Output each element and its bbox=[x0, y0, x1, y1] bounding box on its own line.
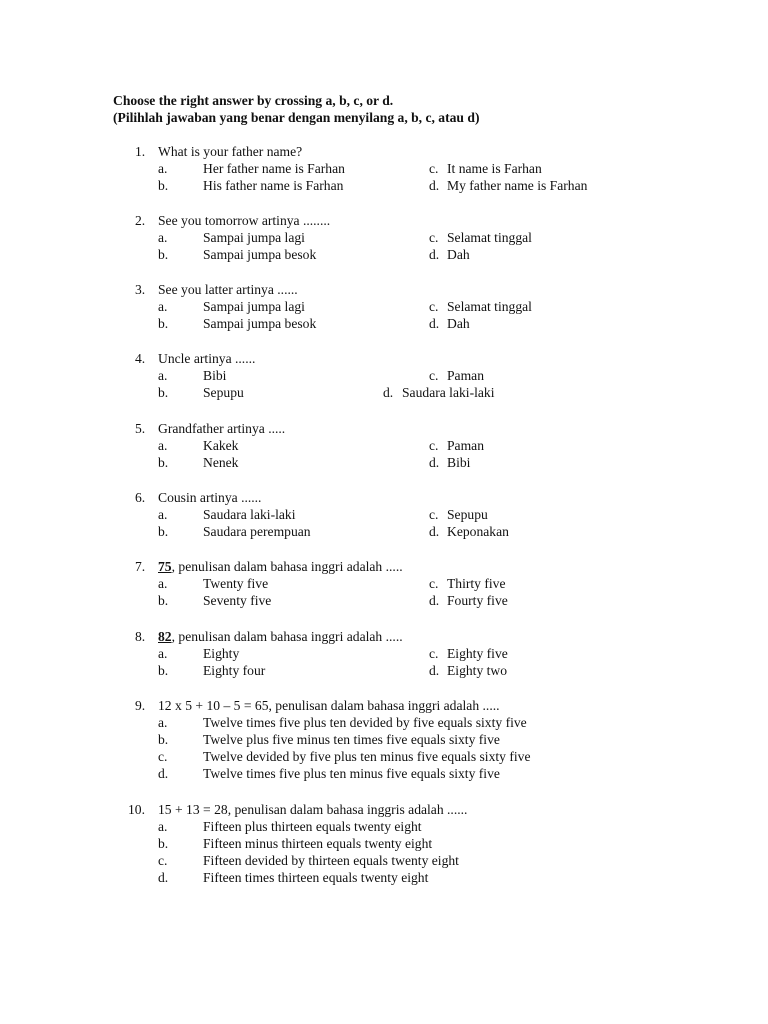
option-letter[interactable]: c. bbox=[429, 161, 439, 176]
option-letter[interactable]: a. bbox=[158, 715, 168, 730]
option-text: Nenek bbox=[203, 455, 239, 470]
option-letter[interactable]: d. bbox=[429, 663, 440, 678]
option-text: Selamat tinggal bbox=[447, 230, 532, 245]
option-letter[interactable]: d. bbox=[429, 455, 440, 470]
option-text: Saudara perempuan bbox=[203, 524, 311, 539]
question-number: 4. bbox=[135, 351, 146, 366]
question-text: See you tomorrow artinya ........ bbox=[158, 213, 331, 228]
option-text: Sampai jumpa besok bbox=[203, 316, 317, 331]
option-text: Bibi bbox=[203, 368, 227, 383]
option-text: Sepupu bbox=[203, 385, 244, 400]
option-letter[interactable]: d. bbox=[429, 316, 440, 331]
option-text: His father name is Farhan bbox=[203, 178, 344, 193]
option-letter[interactable]: c. bbox=[429, 368, 439, 383]
option-letter[interactable]: c. bbox=[158, 853, 168, 868]
question-4 bbox=[0, 350, 768, 401]
question-number: 8. bbox=[135, 629, 146, 644]
question-8 bbox=[0, 628, 768, 679]
option-text: It name is Farhan bbox=[447, 161, 542, 176]
option-letter[interactable]: d. bbox=[158, 766, 169, 781]
option-letter[interactable]: c. bbox=[429, 299, 439, 314]
question-7 bbox=[0, 558, 768, 609]
question-text: 15 + 13 = 28, penulisan dalam bahasa inggris adalah ...... bbox=[158, 802, 468, 817]
question-text: What is your father name? bbox=[158, 144, 303, 159]
question-9 bbox=[0, 697, 768, 782]
question-text: See you latter artinya ...... bbox=[158, 282, 298, 297]
instructions bbox=[113, 92, 479, 126]
emphasized-number: 75 bbox=[158, 559, 172, 574]
option-letter[interactable]: c. bbox=[158, 749, 168, 764]
question-text: 12 x 5 + 10 – 5 = 65, penulisan dalam bahasa inggri adalah ..... bbox=[158, 698, 500, 713]
question-text: Uncle artinya ...... bbox=[158, 351, 256, 366]
option-text: Her father name is Farhan bbox=[203, 161, 345, 176]
option-text: Saudara laki-laki bbox=[203, 507, 296, 522]
option-text: Fifteen devided by thirteen equals twenty eight bbox=[203, 853, 459, 868]
option-letter[interactable]: d. bbox=[429, 593, 440, 608]
option-text: Bibi bbox=[447, 455, 471, 470]
option-text: Paman bbox=[447, 438, 484, 453]
option-letter[interactable]: b. bbox=[158, 385, 169, 400]
option-letter[interactable]: d. bbox=[429, 524, 440, 539]
option-text: Twelve devided by five plus ten minus five equals sixty five bbox=[203, 749, 531, 764]
option-text: Eighty four bbox=[203, 663, 266, 678]
question-text bbox=[158, 628, 403, 645]
option-text: Twenty five bbox=[203, 576, 269, 591]
option-text: Sampai jumpa lagi bbox=[203, 299, 305, 314]
question-number: 6. bbox=[135, 490, 146, 505]
option-letter[interactable]: a. bbox=[158, 438, 168, 453]
option-text: Kakek bbox=[203, 438, 239, 453]
option-letter[interactable]: b. bbox=[158, 663, 169, 678]
question-text: Cousin artinya ...... bbox=[158, 490, 262, 505]
option-letter[interactable]: b. bbox=[158, 836, 169, 851]
option-letter[interactable]: a. bbox=[158, 646, 168, 661]
option-letter[interactable]: a. bbox=[158, 507, 168, 522]
question-number: 9. bbox=[135, 698, 146, 713]
option-text: Dah bbox=[447, 316, 470, 331]
option-text: Sampai jumpa lagi bbox=[203, 230, 305, 245]
option-letter[interactable]: b. bbox=[158, 593, 169, 608]
question-number: 2. bbox=[135, 213, 146, 228]
option-text: Twelve plus five minus ten times five equals sixty five bbox=[203, 732, 500, 747]
option-text: Selamat tinggal bbox=[447, 299, 532, 314]
option-text: Saudara laki-laki bbox=[402, 385, 495, 400]
question-text: Grandfather artinya ..... bbox=[158, 421, 286, 436]
option-letter[interactable]: a. bbox=[158, 299, 168, 314]
question-text-rest: , penulisan dalam bahasa inggri adalah ..... bbox=[171, 559, 403, 574]
option-text: Eighty five bbox=[447, 646, 508, 661]
option-letter[interactable]: c. bbox=[429, 507, 439, 522]
option-letter[interactable]: d. bbox=[158, 870, 169, 885]
option-letter[interactable]: a. bbox=[158, 819, 168, 834]
option-letter[interactable]: b. bbox=[158, 524, 169, 539]
question-6 bbox=[0, 489, 768, 540]
option-text: Sampai jumpa besok bbox=[203, 247, 317, 262]
option-letter[interactable]: c. bbox=[429, 576, 439, 591]
option-letter[interactable]: c. bbox=[429, 230, 439, 245]
option-text: Dah bbox=[447, 247, 470, 262]
question-10 bbox=[0, 801, 768, 886]
option-letter[interactable]: b. bbox=[158, 455, 169, 470]
option-text: Paman bbox=[447, 368, 484, 383]
option-text: Fifteen times thirteen equals twenty eight bbox=[203, 870, 429, 885]
option-letter[interactable]: d. bbox=[383, 385, 394, 400]
option-letter[interactable]: a. bbox=[158, 368, 168, 383]
question-5 bbox=[0, 420, 768, 471]
question-1 bbox=[0, 143, 768, 194]
option-text: Sepupu bbox=[447, 507, 488, 522]
instruction-indonesian: (Pilihlah jawaban yang benar dengan menyilang a, b, c, atau d) bbox=[113, 110, 480, 125]
emphasized-number: 82 bbox=[158, 629, 172, 644]
question-3 bbox=[0, 281, 768, 332]
option-letter[interactable]: c. bbox=[429, 646, 439, 661]
question-text-rest: , penulisan dalam bahasa inggri adalah ..... bbox=[171, 629, 403, 644]
option-text: Fifteen plus thirteen equals twenty eight bbox=[203, 819, 422, 834]
option-text: Eighty two bbox=[447, 663, 508, 678]
question-text bbox=[158, 558, 403, 575]
option-letter[interactable]: a. bbox=[158, 576, 168, 591]
option-letter[interactable]: a. bbox=[158, 230, 168, 245]
question-number: 7. bbox=[135, 559, 146, 574]
question-number: 5. bbox=[135, 421, 146, 436]
option-letter[interactable]: d. bbox=[429, 247, 440, 262]
option-letter[interactable]: a. bbox=[158, 161, 168, 176]
option-letter[interactable]: b. bbox=[158, 732, 169, 747]
question-number: 10. bbox=[128, 802, 145, 817]
option-text: Fifteen minus thirteen equals twenty eight bbox=[203, 836, 433, 851]
option-text: Thirty five bbox=[447, 576, 506, 591]
option-text: Seventy five bbox=[203, 593, 272, 608]
option-text: My father name is Farhan bbox=[447, 178, 588, 193]
option-letter[interactable]: c. bbox=[429, 438, 439, 453]
question-number: 1. bbox=[135, 144, 146, 159]
option-text: Twelve times five plus ten minus five equals sixty five bbox=[203, 766, 500, 781]
option-text: Eighty bbox=[203, 646, 240, 661]
question-number: 3. bbox=[135, 282, 146, 297]
option-letter[interactable]: b. bbox=[158, 247, 169, 262]
option-letter[interactable]: d. bbox=[429, 178, 440, 193]
instruction-english: Choose the right answer by crossing a, b, c, or d. bbox=[113, 93, 394, 108]
option-text: Twelve times five plus ten devided by five equals sixty five bbox=[203, 715, 527, 730]
option-letter[interactable]: b. bbox=[158, 178, 169, 193]
question-2 bbox=[0, 212, 768, 263]
option-text: Fourty five bbox=[447, 593, 508, 608]
option-text: Keponakan bbox=[447, 524, 509, 539]
option-letter[interactable]: b. bbox=[158, 316, 169, 331]
